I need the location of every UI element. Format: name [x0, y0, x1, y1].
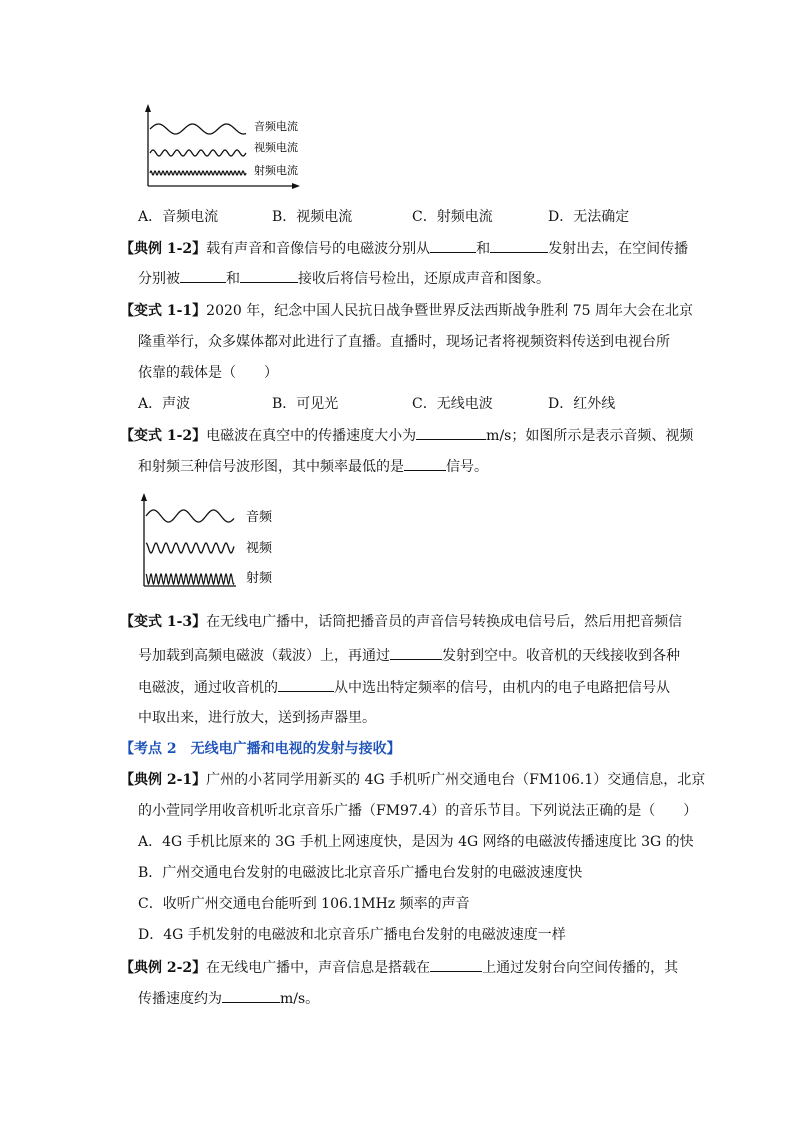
variant-1-1-option-c: C．无线电波	[412, 396, 493, 412]
variant-1-1-tag: 【变式 1-1】	[120, 303, 207, 319]
audio-label: 音频	[246, 510, 273, 525]
variant-1-2-line-1: 【变式 1-2】电磁波在真空中的传播速度大小为 m/s；如图所示是表示音频、视频	[120, 425, 693, 446]
example-2-1-tag: 【典例 2-1】	[120, 772, 207, 788]
example-2-1-option-d: D．4G 手机发射的电磁波和北京音乐广播电台发射的电磁波速度一样	[138, 927, 566, 943]
example-2-2-line-2: 传播速度约为 m/s。	[138, 988, 319, 1009]
answer-blank[interactable]	[490, 238, 548, 253]
section-2-heading: 【考点 2 无线电广播和电视的发射与接收】	[120, 741, 401, 757]
variant-1-2-line-2: 和射频三种信号波形图，其中频率最低的是 信号。	[138, 456, 488, 477]
variant-1-1-option-b: B．可见光	[272, 396, 339, 412]
q1-option-b: B．视频电流	[272, 209, 353, 225]
example-2-1-line-2: 的小萱同学用收音机听北京音乐广播（FM97.4）的音乐节目。下列说法正确的是（ ）	[138, 803, 698, 819]
variant-1-3-line-3: 电磁波，通过收音机的 从中选出特定频率的信号，由机内的电子电路把信号从	[138, 677, 670, 698]
example-2-1-line-1: 【典例 2-1】广州的小茗同学用新买的 4G 手机听广州交通电台（FM106.1）交通信息，北京	[120, 772, 706, 788]
answer-blank[interactable]	[430, 957, 482, 972]
variant-1-3-line-1: 【变式 1-3】在无线电广播中，话筒把播音员的声音信号转换成电信号后，然后用把音频信	[120, 614, 683, 630]
example-1-2-line-2: 分别被 和 接收后将信号检出，还原成声音和图象。	[138, 268, 550, 289]
audio-current-label: 音频电流	[254, 120, 298, 133]
variant-1-1-option-a: A．声波	[138, 396, 191, 412]
rf-current-label: 射频电流	[254, 164, 298, 177]
variant-1-3-line-4: 中取出来，进行放大，送到扬声器里。	[138, 710, 376, 726]
q1-option-a: A．音频电流	[138, 209, 219, 225]
rf-current-wave	[150, 171, 246, 175]
video-wave	[146, 543, 234, 553]
answer-blank[interactable]	[278, 677, 334, 692]
example-2-1-option-b: B．广州交通电台发射的电磁波比北京音乐广播电台发射的电磁波速度快	[138, 865, 583, 881]
waveform-figure-1	[140, 102, 300, 192]
rf-label: 射频	[246, 571, 273, 586]
variant-1-3-line-2: 号加载到高频电磁波（载波）上，再通过 发射到空中。收音机的天线接收到各种	[138, 645, 680, 666]
variant-1-1-line-3: 依靠的载体是（ ）	[138, 365, 278, 381]
variant-1-3-tag: 【变式 1-3】	[120, 614, 207, 630]
answer-blank[interactable]	[404, 456, 446, 471]
answer-blank[interactable]	[222, 988, 280, 1003]
video-current-label: 视频电流	[254, 141, 298, 154]
example-2-2-tag: 【典例 2-2】	[120, 960, 207, 976]
rf-wave	[146, 574, 234, 584]
variant-1-1-option-d: D．红外线	[548, 396, 616, 412]
answer-blank[interactable]	[430, 238, 476, 253]
answer-blank[interactable]	[180, 268, 226, 283]
answer-blank[interactable]	[390, 645, 442, 660]
answer-blank[interactable]	[240, 268, 298, 283]
q1-option-d: D．无法确定	[548, 209, 630, 225]
answer-blank[interactable]	[416, 425, 486, 440]
example-1-2-tag: 【典例 1-2】	[120, 241, 207, 257]
waveform-figure-2	[136, 490, 286, 595]
variant-1-2-tag: 【变式 1-2】	[120, 428, 207, 444]
example-2-1-option-a: A．4G 手机比原来的 3G 手机上网速度快，是因为 4G 网络的电磁波传播速度比 3G 的快	[138, 834, 694, 850]
q1-option-c: C．射频电流	[412, 209, 493, 225]
video-current-wave	[150, 150, 246, 156]
example-2-1-option-c: C．收听广州交通电台能听到 106.1MHz 频率的声音	[138, 896, 470, 912]
example-2-2-line-1: 【典例 2-2】在无线电广播中，声音信息是搭载在 上通过发射台向空间传播的，其	[120, 957, 678, 978]
audio-wave	[146, 510, 234, 522]
variant-1-1-line-2: 隆重举行，众多媒体都对此进行了直播。直播时，现场记者将视频资料传送到电视台所	[138, 334, 670, 350]
example-1-2-line-1: 【典例 1-2】载有声音和音像信号的电磁波分别从 和 发射出去，在空间传播	[120, 238, 688, 259]
variant-1-1-line-1: 【变式 1-1】2020 年，纪念中国人民抗日战争暨世界反法西斯战争胜利 75 周年大会在北京	[120, 303, 693, 319]
audio-current-wave	[150, 124, 246, 134]
video-label: 视频	[246, 541, 273, 556]
